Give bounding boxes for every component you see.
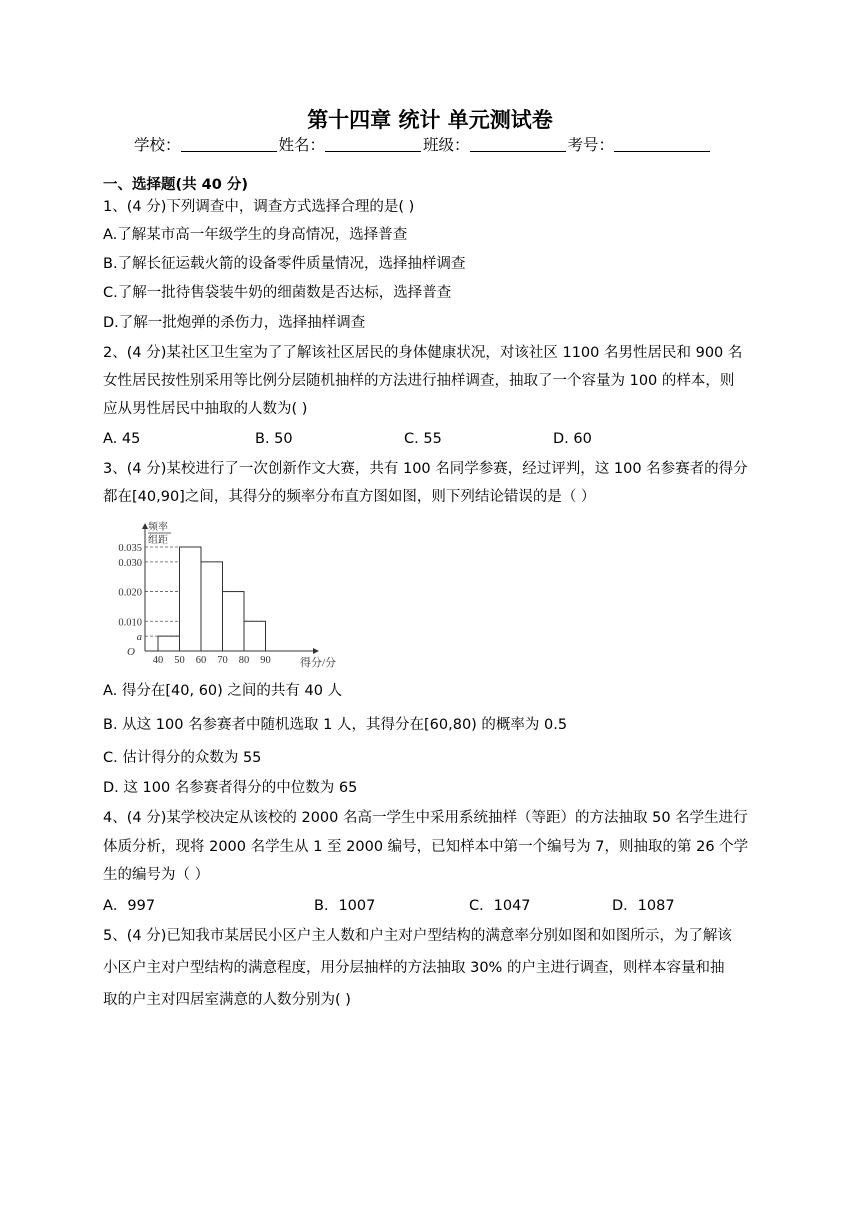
q5-stem-line2: 小区户主对户型结构的满意程度，用分层抽样的方法抽取 30% 的户主进行调查，则样本容量和抽 (103, 960, 725, 976)
y-axis-label-numerator: 频率 (148, 522, 168, 533)
q2-stem-line1: 2、(4 分)某社区卫生室为了了解该社区居民的身体健康状况，对该社区 1100 名男性居民和 900 名 (103, 345, 743, 361)
q1-option-d: D.了解一批炮弹的杀伤力，选择抽样调查 (103, 315, 366, 331)
histogram-bar (223, 592, 245, 651)
class-label: 班级： (423, 136, 470, 154)
histogram-bar (180, 547, 202, 651)
q1-option-a: A.了解某市高一年级学生的身高情况，选择普查 (103, 227, 408, 243)
q1-option-c: C.了解一批待售袋装牛奶的细菌数是否达标，选择普查 (103, 285, 452, 301)
y-tick-label: a (136, 632, 142, 644)
x-tick-label: 70 (217, 655, 228, 666)
histogram-bar (201, 562, 223, 651)
histogram-bar (244, 621, 266, 651)
name-label: 姓名： (278, 136, 326, 154)
student-info (134, 133, 712, 155)
q4-option-d: D．1087 (612, 898, 675, 914)
q3-option-b: B. 从这 100 名参赛者中随机选取 1 人，其得分在[60,80) 的概率为 0.5 (103, 717, 568, 733)
x-tick-labels (153, 655, 271, 666)
x-tick-label: 50 (174, 655, 185, 666)
x-tick-label: 60 (195, 655, 207, 666)
exam-number-blank[interactable] (614, 137, 710, 152)
q2-option-b: B. 50 (255, 431, 293, 447)
section-heading: 一、选择题(共 40 分) (103, 177, 249, 193)
q4-stem-line2: 体质分析，现将 2000 名学生从 1 至 2000 编号，已知样本中第一个编号为 7，则抽取的第 26 个学 (103, 839, 749, 855)
q3-option-d: D. 这 100 名参赛者得分的中位数为 65 (103, 780, 358, 796)
x-tick-label: 40 (152, 655, 164, 666)
y-tick-label: 0.020 (118, 587, 142, 599)
school-label: 学校： (134, 136, 181, 154)
frequency-histogram (100, 518, 350, 668)
q1-option-b: B.了解长征运载火箭的设备零件质量情况，选择抽样调查 (103, 256, 466, 272)
x-tick-label: 80 (238, 655, 250, 666)
class-blank[interactable] (470, 137, 566, 152)
q2-stem-line3: 应从男性居民中抽取的人数为( ) (103, 401, 308, 417)
histogram-bar (158, 636, 180, 651)
x-axis-label: 得分/分 (300, 657, 337, 668)
q3-stem-line2: 都在[40,90]之间，其得分的频率分布直方图如图，则下列结论错误的是（ ） (103, 489, 596, 505)
name-blank[interactable] (325, 137, 421, 152)
q3-option-a: A. 得分在[40, 60) 之间的共有 40 人 (103, 683, 343, 699)
q4-option-b: B．1007 (314, 898, 376, 914)
y-tick-label: 0.010 (118, 617, 142, 629)
q2-stem-line2: 女性居民按性别采用等比例分层随机抽样的方法进行抽样调查，抽取了一个容量为 100 的样本，则 (103, 373, 735, 389)
q4-stem-line1: 4、(4 分)某学校决定从该校的 2000 名高一学生中采用系统抽样（等距）的方法抽取 50 名学生进行 (103, 810, 748, 826)
q5-stem-line3: 取的户主对四居室满意的人数分别为( ) (103, 992, 351, 1008)
q2-option-a: A. 45 (103, 431, 141, 447)
y-axis-label-denominator: 组距 (148, 535, 168, 546)
q4-stem-line3: 生的编号为（ ） (103, 867, 210, 883)
q5-stem-line1: 5、(4 分)已知我市某居民小区户主人数和户主对户型结构的满意率分别如图和如图所示，为了解该 (103, 928, 732, 944)
q4-option-a: A．997 (103, 898, 156, 914)
x-tick-label: 90 (260, 655, 271, 666)
exam-number-label: 考号： (567, 136, 615, 154)
q2-option-d: D. 60 (553, 431, 592, 447)
school-blank[interactable] (181, 137, 277, 152)
origin-label: O (127, 646, 135, 658)
histogram-bars (158, 547, 266, 651)
q1-stem: 1、(4 分)下列调查中，调查方式选择合理的是( ) (103, 199, 415, 215)
q4-option-c: C．1047 (469, 898, 531, 914)
y-tick-labels (118, 543, 142, 643)
q2-option-c: C. 55 (404, 431, 442, 447)
q3-option-c: C. 估计得分的众数为 55 (103, 750, 262, 766)
y-tick-label: 0.030 (118, 557, 142, 569)
y-tick-label: 0.035 (118, 543, 142, 554)
page-title: 第十四章 统计 单元测试卷 (307, 108, 553, 132)
q3-stem-line1: 3、(4 分)某校进行了一次创新作文大赛，共有 100 名同学参赛，经过评判，这 100 名参赛者的得分 (103, 461, 748, 477)
